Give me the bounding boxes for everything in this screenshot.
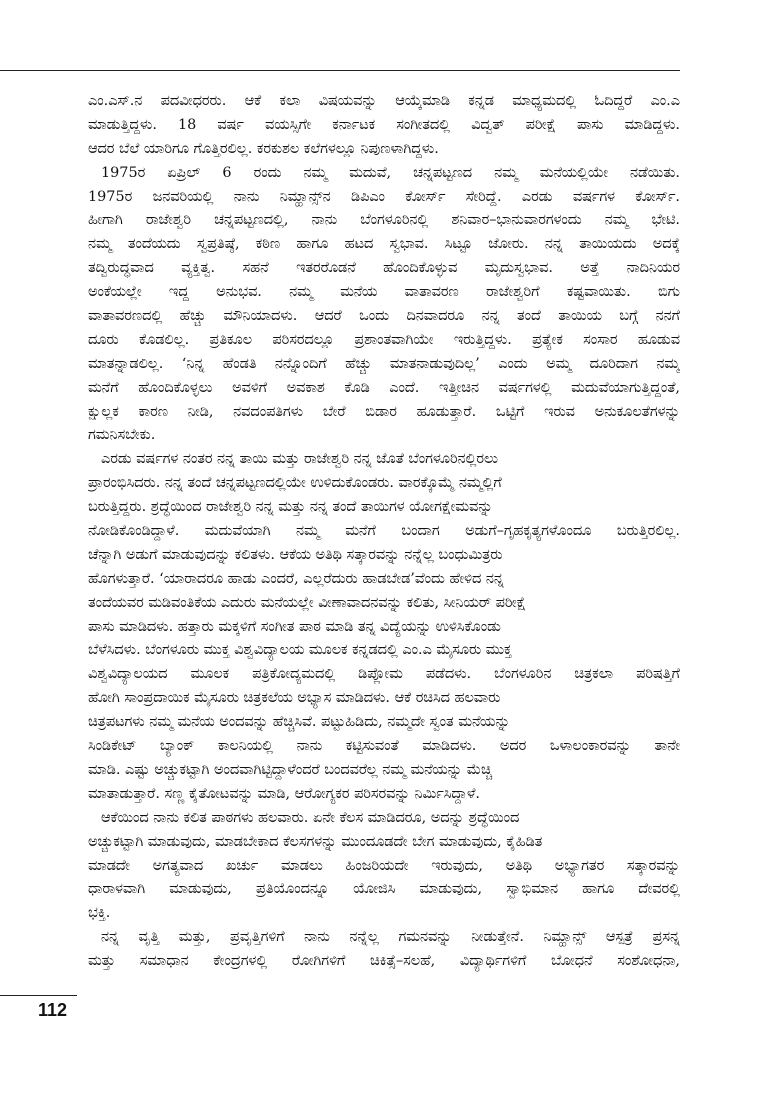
text-line: ನೋಡಿಕೊಂಡಿದ್ದಾಳೆ. ಮದುವೆಯಾಗಿ ನಮ್ಮ ಮನೆಗೆ ಬಂದಾಗ ಅಡುಗೆ–ಗೃಹಕೃತ್ಯಗಳೊಂದೂ ಬರುತ್ತಿರಲಿಲ್ಲ. [88, 523, 680, 540]
text-line: ಅಂಕೆಯಲ್ಲೇ ಇದ್ದ ಅನುಭವ. ನಮ್ಮ ಮನೆಯ ವಾತಾವರಣ ರಾಜೇಶ್ವರಿಗೆ ಕಷ್ಟವಾಯಿತು. ಬಿಗು [88, 284, 680, 301]
text-line: ಮನೆಗೆ ಹೊಂದಿಕೊಳ್ಳಲು ಅವಳಿಗೆ ಅವಕಾಶ ಕೊಡಿ ಎಂದೆ. ಇತ್ತೀಚಿನ ವರ್ಷಗಳಲ್ಲಿ ಮದುವೆಯಾಗುತ್ತಿದ್ದಂತೆ, [88, 379, 680, 396]
text-line: ಎಂ.ಎಸ್.ನ ಪದವೀಧರರು. ಆಕೆ ಕಲಾ ವಿಷಯವನ್ನು ಆಯ್ಕೆಮಾಡಿ ಕನ್ನಡ ಮಾಧ್ಯಮದಲ್ಲಿ ಓದಿದ್ದರೆ ಎಂ.ಎ [88, 93, 680, 109]
text-line: ಧಾರಾಳವಾಗಿ ಮಾಡುವುದು, ಪ್ರತಿಯೊಂದನ್ನೂ ಯೋಜಿಸಿ ಮಾಡುವುದು, ಸ್ವಾಭಿಮಾನ ಹಾಗೂ ದೇವರಲ್ಲಿ [88, 881, 680, 898]
paragraph-start-line: 1975ರ ಏಪ್ರಿಲ್ 6 ರಂದು ನಮ್ಮ ಮದುವೆ, ಚನ್ನಪಟ್ಟಣದ ನಮ್ಮ ಮನೆಯಲ್ಲಿಯೇ ನಡೆಯಿತು. [101, 164, 680, 181]
text-line: ಮಾತಾಡುತ್ತಾರೆ. ಸಣ್ಣ ಕೈತೋಟವನ್ನು ಮಾಡಿ, ಆರೋಗ್ಯಕರ ಪರಿಸರವನ್ನು ನಿರ್ಮಿಸಿದ್ದಾಳೆ. [88, 785, 481, 802]
paragraph-start-line: ಎರಡು ವರ್ಷಗಳ ನಂತರ ನನ್ನ ತಾಯಿ ಮತ್ತು ರಾಜೇಶ್ವರಿ ನನ್ನ ಜೊತೆ ಬೆಂಗಳೂರಿನಲ್ಲಿರಲು [101, 451, 498, 468]
text-line: ಮಾತನ್ನಾಡಲಿಲ್ಲ. ‘ನಿನ್ನ ಹೆಂಡತಿ ನನ್ನೊಂದಿಗೆ ಹೆಚ್ಚು ಮಾತನಾಡುವುದಿಲ್ಲ’ ಎಂದು ಅಮ್ಮ ದೂರಿದಾಗ ನಮ್ಮ [88, 355, 680, 372]
text-line: ಪಾಸು ಮಾಡಿದಳು. ಹತ್ತಾರು ಮಕ್ಕಳಿಗೆ ಸಂಗೀತ ಪಾಠ ಮಾಡಿ ತನ್ನ ವಿದ್ಯೆಯನ್ನು ಉಳಿಸಿಕೊಂಡು [88, 618, 501, 635]
text-line: ಚಿತ್ರಪಟಗಳು ನಮ್ಮ ಮನೆಯ ಅಂದವನ್ನು ಹೆಚ್ಚಿಸಿವೆ. ಪಟ್ಟುಹಿಡಿದು, ನಮ್ಮದೇ ಸ್ವಂತ ಮನೆಯನ್ನು [88, 714, 510, 731]
text-line: ಮಾಡುತ್ತಿದ್ದಳು. 18 ವರ್ಷ ವಯಸ್ಸಿಗೇ ಕರ್ನಾಟಕ ಸಂಗೀತದಲ್ಲಿ ವಿದ್ವತ್ ಪರೀಕ್ಷೆ ಪಾಸು ಮಾಡಿದ್ದಳು. [88, 116, 680, 133]
page-number: 112 [38, 1000, 68, 1020]
text-line: ಆದರ ಬೆಲೆ ಯಾರಿಗೂ ಗೊತ್ತಿರಲಿಲ್ಲ. ಕರಕುಶಲ ಕಲೆಗಳಲ್ಲೂ ನಿಪುಣಳಾಗಿದ್ದಳು. [88, 140, 439, 157]
text-line: ಸಿಂಡಿಕೇಟ್ ಬ್ಯಾಂಕ್ ಕಾಲನಿಯಲ್ಲಿ ನಾನು ಕಟ್ಟಿಸುವಂತೆ ಮಾಡಿದಳು. ಅದರ ಒಳಾಲಂಕಾರವನ್ನು ತಾನೇ [88, 738, 680, 755]
text-line: ಚೆನ್ನಾಗಿ ಅಡುಗೆ ಮಾಡುವುದನ್ನು ಕಲಿತಳು. ಆಕೆಯ ಅತಿಥಿ ಸತ್ಕಾರವನ್ನು ನನ್ನೆಲ್ಲ ಬಂಧುಮಿತ್ರರು [88, 546, 503, 563]
page-text-body [88, 90, 680, 974]
text-line: ವಾತಾವರಣದಲ್ಲಿ ಹೆಚ್ಚು ಮೌನಿಯಾದಳು. ಆದರೆ ಒಂದು ದಿನವಾದರೂ ನನ್ನ ತಂದೆ ತಾಯಿಯ ಬಗ್ಗೆ ನನಗೆ [88, 308, 680, 325]
text-line: ತದ್ವಿರುದ್ಧವಾದ ವ್ಯಕ್ತಿತ್ವ. ಸಹನೆ ಇತರರೊಡನೆ ಹೊಂದಿಕೊಳ್ಳುವ ಮೃದುಸ್ವಭಾವ. ಅತ್ತೆ ನಾದಿನಿಯರ [88, 260, 680, 277]
paragraph-start-line: ನನ್ನ ವೃತ್ತಿ ಮತ್ತು, ಪ್ರವೃತ್ತಿಗಳಿಗೆ ನಾನು ನನ್ನೆಲ್ಲ ಗಮನವನ್ನು ನೀಡುತ್ತೇನೆ. ನಿಮ್ಹಾನ್ಸ್ ಆಸ್ಪತ್ರೆ ಪ್ರಸನ್ನ [101, 929, 680, 946]
text-line: ಮಾಡದೇ ಅಗತ್ಯವಾದ ಖರ್ಚು ಮಾಡಲು ಹಿಂಜರಿಯದೇ ಇರುವುದು, ಅತಿಥಿ ಅಭ್ಯಾಗತರ ಸತ್ಕಾರವನ್ನು [88, 857, 680, 874]
text-line: ಭಕ್ತಿ. [88, 905, 111, 922]
text-line: ಅಚ್ಚುಕಟ್ಟಾಗಿ ಮಾಡುವುದು, ಮಾಡಬೇಕಾದ ಕೆಲಸಗಳನ್ನು ಮುಂದೂಡದೇ ಬೇಗ ಮಾಡುವುದು, ಕೈಹಿಡಿತ [88, 833, 543, 850]
text-line: ಕ್ಷುಲ್ಲಕ ಕಾರಣ ನೀಡಿ, ನವದಂಪತಿಗಳು ಬೇರೆ ಬಿಡಾರ ಹೂಡುತ್ತಾರೆ. ಒಟ್ಟಿಗೆ ಇರುವ ಅನುಕೂಲತೆಗಳನ್ನು [88, 403, 680, 420]
text-line: ಗಮನಿಸಬೇಕು. [88, 427, 156, 444]
text-line: ಹೀಗಾಗಿ ರಾಜೇಶ್ವರಿ ಚನ್ನಪಟ್ಟಣದಲ್ಲಿ, ನಾನು ಬೆಂಗಳೂರಿನಲ್ಲಿ ಶನಿವಾರ–ಭಾನುವಾರಗಳಂದು ನಮ್ಮ ಭೇಟಿ. [88, 212, 680, 229]
text-line: ಮಾಡಿ. ಎಷ್ಟು ಅಚ್ಚುಕಟ್ಟಾಗಿ ಅಂದವಾಗಿಟ್ಟಿದ್ದಾಳೆಂದರೆ ಬಂದವರೆಲ್ಲ ನಮ್ಮ ಮನೆಯನ್ನು ಮೆಚ್ಚಿ [88, 761, 493, 778]
page-number-rule [0, 995, 77, 996]
text-line: 1975ರ ಜನವರಿಯಲ್ಲಿ ನಾನು ನಿಮ್ಹಾನ್ಸ್‌ನ ಡಿಪಿಎಂ ಕೋರ್ಸ್ ಸೇರಿದ್ದೆ. ಎರಡು ವರ್ಷಗಳ ಕೋರ್ಸ್. [88, 188, 680, 205]
text-line: ವಿಶ್ವವಿದ್ಯಾಲಯದ ಮೂಲಕ ಪತ್ರಿಕೋದ್ಯಮದಲ್ಲಿ ಡಿಪ್ಲೋಮ ಪಡೆದಳು. ಬೆಂಗಳೂರಿನ ಚಿತ್ರಕಲಾ ಪರಿಷತ್ತಿಗೆ [88, 666, 680, 683]
text-line: ಹೊಗಳುತ್ತಾರೆ. ‘ಯಾರಾದರೂ ಹಾಡು ಎಂದರೆ, ಎಲ್ಲರೆದುರು ಹಾಡಬೇಡ’ವೆಂದು ಹೇಳಿದ ನನ್ನ [88, 570, 504, 587]
text-line: ಬೆಳೆಸಿದಳು. ಬೆಂಗಳೂರು ಮುಕ್ತ ವಿಶ್ವವಿದ್ಯಾಲಯ ಮೂಲಕ ಕನ್ನಡದಲ್ಲಿ ಎಂ.ಎ ಮೈಸೂರು ಮುಕ್ತ [88, 642, 512, 659]
text-line: ನಮ್ಮ ತಂದೆಯದು ಸ್ವಪ್ರತಿಷ್ಠೆ, ಕಠಿಣ ಹಾಗೂ ಹಟದ ಸ್ವಭಾವ. ಸಿಟ್ಟೂ ಜೋರು. ನನ್ನ ತಾಯಿಯದು ಅದಕ್ಕೆ [88, 236, 680, 253]
top-rule [0, 70, 680, 71]
text-line: ಪ್ರಾರಂಭಿಸಿದರು. ನನ್ನ ತಂದೆ ಚನ್ನಪಟ್ಟಣದಲ್ಲಿಯೇ ಉಳಿದುಕೊಂಡರು. ವಾರಕ್ಕೊಮ್ಮೆ ನಮ್ಮಲ್ಲಿಗೆ [88, 475, 502, 492]
paragraph-start-line: ಆಕೆಯಿಂದ ನಾನು ಕಲಿತ ಪಾಠಗಳು ಹಲವಾರು. ಏನೇ ಕೆಲಸ ಮಾಡಿದರೂ, ಅದನ್ನು ಶ್ರದ್ಧೆಯಿಂದ [101, 809, 520, 826]
text-line: ಬರುತ್ತಿದ್ದರು. ಶ್ರದ್ಧೆಯಿಂದ ರಾಜೇಶ್ವರಿ ನನ್ನ ಮತ್ತು ನನ್ನ ತಂದೆ ತಾಯಿಗಳ ಯೋಗಕ್ಷೇಮವನ್ನು [88, 499, 493, 516]
text-line: ಹೋಗಿ ಸಾಂಪ್ರದಾಯಿಕ ಮೈಸೂರು ಚಿತ್ರಕಲೆಯ ಅಭ್ಯಾಸ ಮಾಡಿದಳು. ಆಕೆ ರಚಿಸಿದ ಹಲವಾರು [88, 690, 501, 707]
text-line: ತಂದೆಯವರ ಮಡಿವಂತಿಕೆಯ ಎದುರು ಮನೆಯಲ್ಲೇ ವೀಣಾವಾದನವನ್ನು ಕಲಿತು, ಸೀನಿಯರ್ ಪರೀಕ್ಷೆ [88, 594, 526, 611]
text-line: ದೂರು ಕೊಡಲಿಲ್ಲ. ಪ್ರತಿಕೂಲ ಪರಿಸರದಲ್ಲೂ ಪ್ರಶಾಂತವಾಗಿಯೇ ಇರುತ್ತಿದ್ದಳು. ಪ್ರತ್ಯೇಕ ಸಂಸಾರ ಹೂಡುವ [88, 331, 680, 348]
text-line: ಮತ್ತು ಸಮಾಧಾನ ಕೇಂದ್ರಗಳಲ್ಲಿ ರೋಗಿಗಳಿಗೆ ಚಿಕಿತ್ಸೆ–ಸಲಹೆ, ವಿದ್ಯಾರ್ಥಿಗಳಿಗೆ ಬೋಧನೆ ಸಂಶೋಧನಾ, [88, 953, 680, 970]
